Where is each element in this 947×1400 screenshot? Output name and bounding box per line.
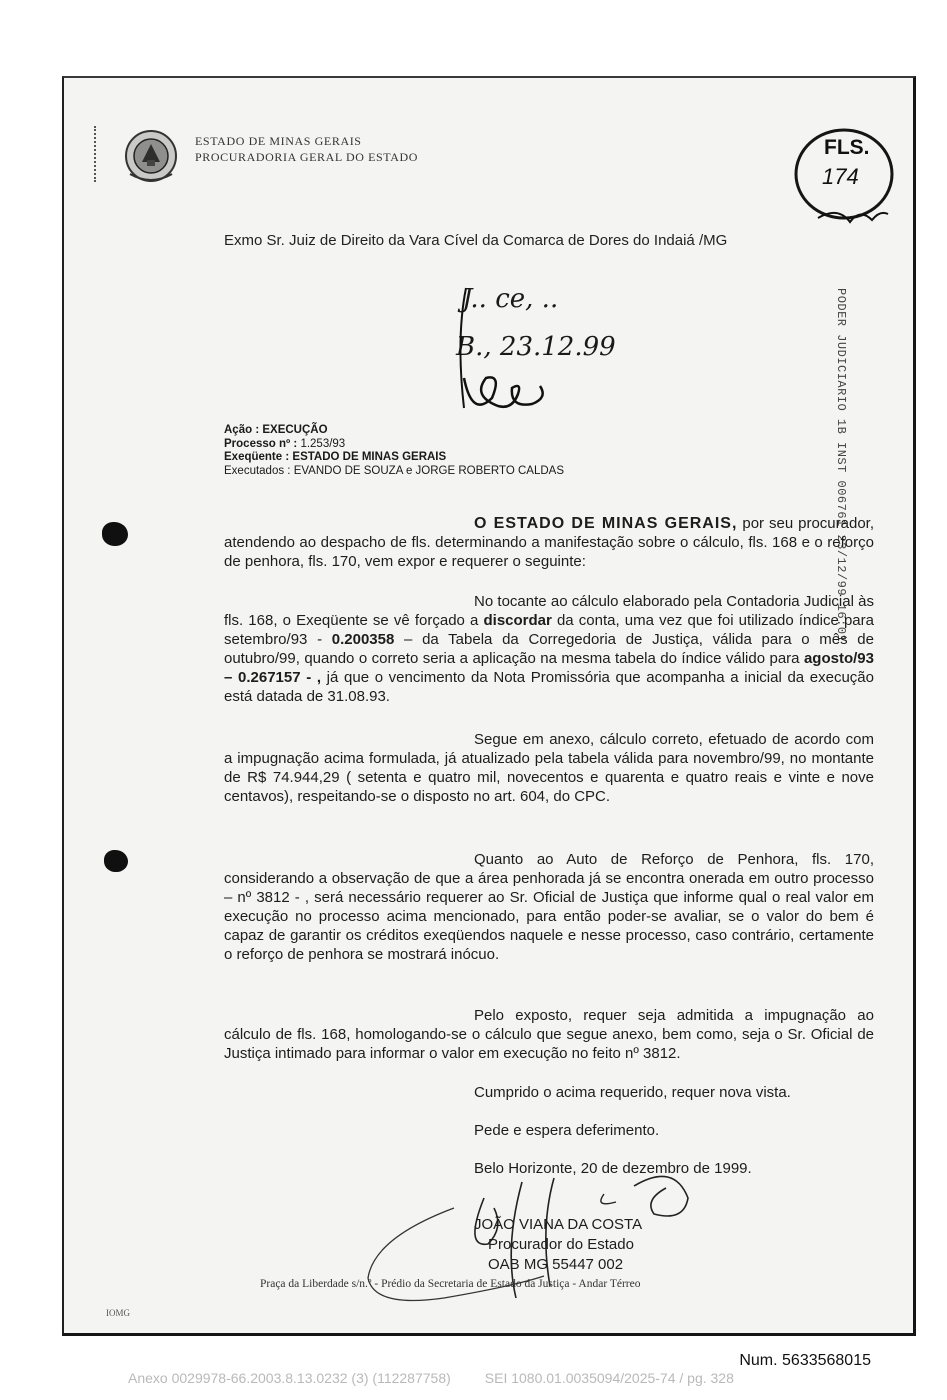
- acao-label: Ação :: [224, 424, 260, 436]
- addressee: Exmo Sr. Juiz de Direito da Vara Cível da Comarca de Dores do Indaiá /MG: [224, 232, 728, 249]
- exequente-label: Exeqüente: [224, 451, 283, 463]
- signer-name: JOÃO VIANA DA COSTA: [474, 1216, 643, 1233]
- margin-mark: [94, 126, 108, 182]
- party-name: O ESTADO DE MINAS GERAIS,: [474, 515, 738, 532]
- paragraph-1: [224, 514, 874, 571]
- paragraph-2-text-a: No tocante ao cálculo elaborado pela Contadoria Judicial às fls. 168, o Exeqüente se vê forçado a: [224, 593, 874, 629]
- punch-hole-top: [102, 522, 128, 546]
- judge-initials-scribble: [452, 278, 562, 418]
- printer-mark: IOMG: [106, 1308, 130, 1318]
- exequente-row: [224, 451, 564, 465]
- paragraph-6: Cumprido o acima requerido, requer nova vista.: [474, 1084, 791, 1101]
- header-procuradoria: PROCURADORIA GERAL DO ESTADO: [195, 150, 419, 164]
- anexo-reference: Anexo 0029978-66.2003.8.13.0232 (3) (112287758): [128, 1370, 451, 1386]
- document-reference: [128, 1370, 768, 1386]
- paragraph-2-text-c: da conta, uma vez que foi utilizado índice para setembro/93 -: [224, 612, 874, 648]
- footer-address: Praça da Liberdade s/n.º - Prédio da Secretaria de Estado da Justiça - Andar Térreo: [260, 1278, 641, 1290]
- coat-of-arms-icon: [122, 126, 180, 186]
- paragraph-2-text-e: – da Tabela da Corregedoria de Justiça, válida para o mês de outubro/99, quando o correto seria a aplicação na mesma tabela do índice válido para: [224, 631, 874, 667]
- paragraph-2-text-g: já que o vencimento da Nota Promissória que acompanha a inicial da execução está datada de 31.08.93.: [224, 669, 874, 705]
- paragraph-1-text: por seu procurador, atendendo ao despacho de fls. determinando a manifestação sobre o cálculo, fls. 168 e o reforço de penhora, fls. 170, vem expor e requerer o seguinte:: [224, 515, 874, 570]
- punch-hole-bottom: [104, 850, 128, 872]
- signer-role: Procurador do Estado: [488, 1236, 634, 1253]
- document-number: Num. 5633568015: [739, 1352, 871, 1369]
- paragraph-3: Segue em anexo, cálculo correto, efetuado de acordo com a impugnação acima formulada, já atualizado pela tabela válida para novembro/99, no montante de R$ 74.944,29 ( setenta e quatro mil, novecentos e quarenta e quatro reais e vinte e nove centavos), respeitando-se o disposto no art. 604, do CPC.: [224, 731, 874, 805]
- case-caption: [224, 424, 564, 478]
- paragraph-4: Quanto ao Auto de Reforço de Penhora, fls. 170, considerando a observação de que a área penhorada já se encontra onerada em outro processo – nº 3812 - , será necessário requerer ao Sr. Oficial de Justiça que informe qual o real valor em execução no processo acima mencionado, para então poder-se avaliar, se o valor do bem é capaz de garantir os créditos exeqüendos naquele e nesse processo, caso contrário, certamente o reforço de penhora se mostrará inócuo.: [224, 851, 874, 963]
- handwritten-note-line1: J.. ce, ..: [462, 284, 559, 314]
- handwritten-note-line2: B., 23.12.99: [456, 332, 616, 362]
- acao-row: [224, 424, 564, 438]
- paragraph-2-bold-discordar: discordar: [483, 612, 552, 629]
- scanned-page: [62, 76, 916, 1336]
- processo-row: [224, 438, 564, 452]
- header-state: ESTADO DE MINAS GERAIS: [195, 134, 362, 148]
- executados-label: Executados :: [224, 464, 291, 477]
- exequente-value: : ESTADO DE MINAS GERAIS: [285, 451, 447, 463]
- fls-number: 174: [822, 164, 859, 189]
- signer-oab: OAB MG 55447 002: [488, 1256, 624, 1273]
- acao-value: EXECUÇÃO: [262, 424, 328, 436]
- date-line: Belo Horizonte, 20 de dezembro de 1999.: [474, 1160, 752, 1177]
- paragraph-5: Pelo exposto, requer seja admitida a impugnação ao cálculo de fls. 168, homologando-se o cálculo que segue anexo, bem como, seja o Sr. Oficial de Justiça intimado para informar o valor em execução no feito nº 3812.: [224, 1007, 874, 1062]
- sei-reference: SEI 1080.01.0035094/2025-74 / pg. 328: [484, 1370, 734, 1386]
- protocol-stamp: PODER JUDICIARIO 1B INST 006761 23/12/99 16:01: [834, 288, 848, 643]
- paragraph-2-bold-agosto: agosto/93 – 0.267157 - ,: [224, 650, 874, 686]
- paragraph-7: Pede e espera deferimento.: [474, 1122, 660, 1139]
- processo-label: Processo nº :: [224, 437, 298, 450]
- paragraph-2: [224, 592, 874, 706]
- executados-value: EVANDO DE SOUZA e JORGE ROBERTO CALDAS: [293, 464, 565, 477]
- processo-value: 1.253/93: [300, 437, 346, 450]
- paragraph-2-bold-index: 0.200358: [331, 631, 395, 648]
- fls-label: FLS.: [824, 136, 870, 159]
- executados-row: [224, 465, 564, 479]
